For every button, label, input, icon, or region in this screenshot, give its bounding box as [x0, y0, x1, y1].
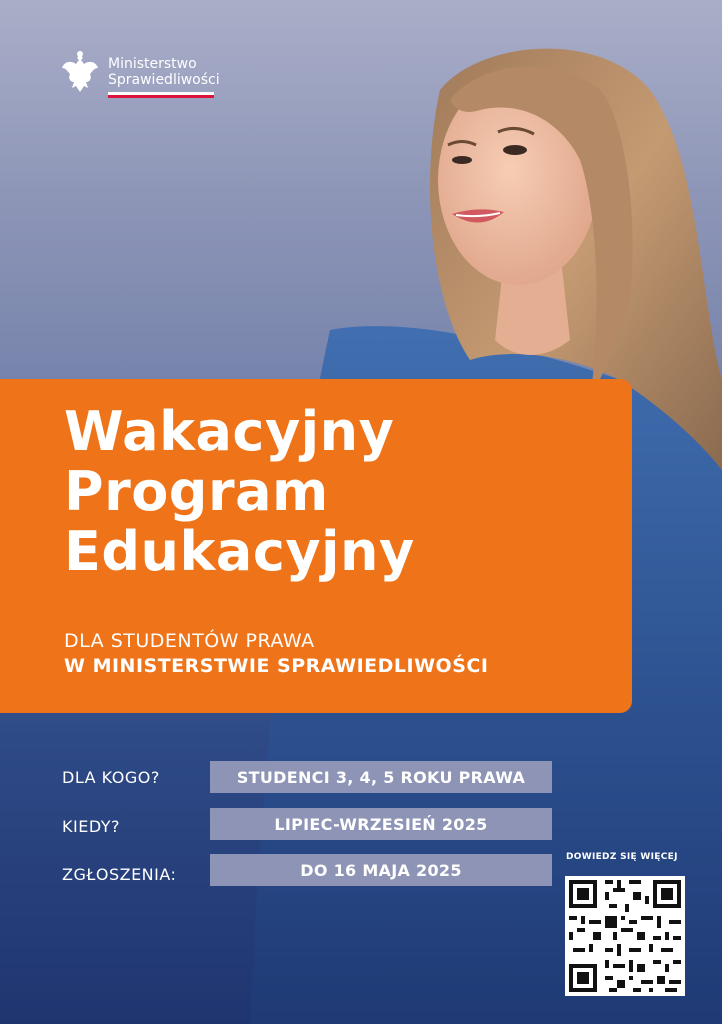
title-line: Edukacyjny: [64, 520, 415, 583]
detail-value-who: STUDENCI 3, 4, 5 ROKU PRAWA: [210, 761, 552, 793]
ministry-name-line1: Ministerstwo: [108, 56, 197, 72]
subtitle-line2: W MINISTERSTWIE SPRAWIEDLIWOŚCI: [64, 655, 489, 677]
detail-value-when: LIPIEC-WRZESIEŃ 2025: [210, 808, 552, 840]
detail-label-when: KIEDY?: [62, 817, 121, 836]
detail-label-who: DLA KOGO?: [62, 768, 160, 787]
detail-label-applications: ZGŁOSZENIA:: [62, 865, 177, 884]
ministry-name-line2: Sprawiedliwości: [108, 72, 220, 88]
detail-value-applications: DO 16 MAJA 2025: [210, 854, 552, 886]
title-line: Wakacyjny: [64, 400, 395, 463]
polish-eagle-emblem-icon: [60, 50, 100, 96]
qr-label: DOWIEDZ SIĘ WIĘCEJ: [566, 852, 678, 862]
subtitle-line1: DLA STUDENTÓW PRAWA: [64, 630, 315, 652]
title-line: Program: [64, 460, 329, 523]
polish-flag-stripe: [108, 92, 214, 98]
program-title: [64, 402, 415, 582]
ministry-logo: [60, 50, 220, 102]
qr-code-icon[interactable]: [565, 876, 685, 996]
